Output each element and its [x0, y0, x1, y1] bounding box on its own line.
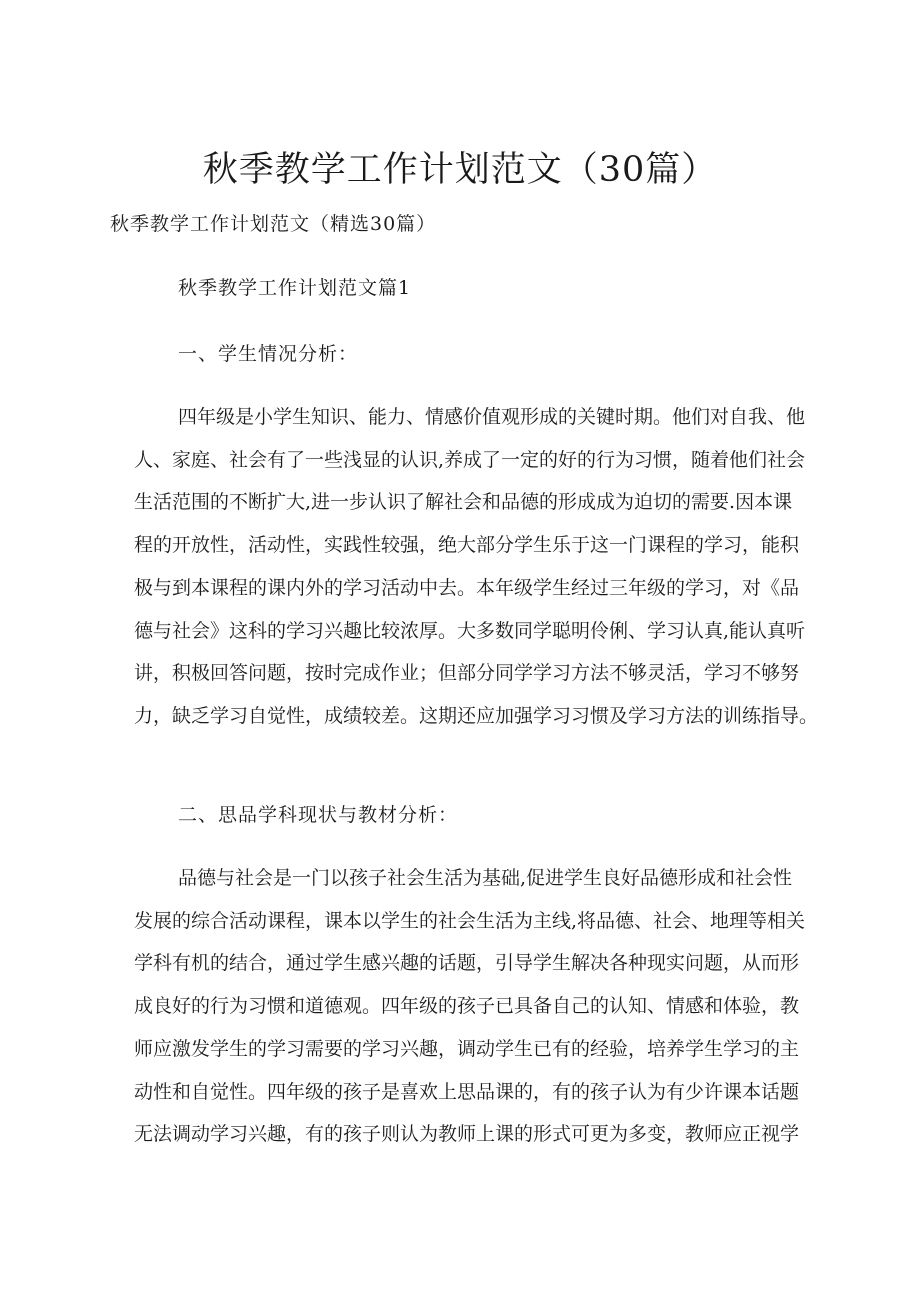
paragraph-line: 发展的综合活动课程，课本以学生的社会生活为主线,将品德、社会、地理等相关	[134, 909, 806, 932]
paragraph-line: 学科有机的结合，通过学生感兴趣的话题，引导学生解决各种现实问题，从而形	[134, 952, 800, 975]
paragraph-student-analysis	[134, 396, 819, 738]
paragraph-line: 师应激发学生的学习需要的学习兴趣，调动学生已有的经验，培养学生学习的主	[134, 1037, 800, 1060]
document-subtitle: 秋季教学工作计划范文（精选30篇）	[110, 213, 437, 235]
paragraph-line: 生活范围的不断扩大,进一步认识了解社会和品德的形成成为迫切的需要.因本课	[134, 491, 793, 514]
paragraph-line: 极与到本课程的课内外的学习活动中去。本年级学生经过三年级的学习，对《品	[134, 576, 800, 599]
heading-student-analysis: 一、学生情况分析：	[178, 343, 359, 365]
heading-subject-analysis: 二、思品学科现状与教材分析：	[178, 804, 459, 826]
paragraph-line: 讲，积极回答问题，按时完成作业；但部分同学学习方法不够灵活，学习不够努	[134, 662, 800, 685]
paragraph-line: 力，缺乏学习自觉性，成绩较差。这期还应加强学习习惯及学习方法的训练指导。	[134, 704, 819, 727]
paragraph-line: 程的开放性，活动性，实践性较强，绝大部分学生乐于这一门课程的学习，能积	[134, 534, 800, 557]
paragraph-subject-analysis	[134, 857, 806, 1156]
paragraph-line: 动性和自觉性。四年级的孩子是喜欢上思品课的，有的孩子认为有少许课本话题	[134, 1080, 800, 1103]
section-title: 秋季教学工作计划范文篇1	[178, 277, 412, 299]
document-title: 秋季教学工作计划范文（30篇）	[202, 150, 718, 190]
paragraph-line: 品德与社会是一门以孩子社会生活为基础,促进学生良好品德形成和社会性	[178, 867, 793, 889]
paragraph-line: 德与社会》这科的学习兴趣比较浓厚。大多数同学聪明伶俐、学习认真,能认真听	[134, 619, 806, 642]
paragraph-line: 成良好的行为习惯和道德观。四年级的孩子已具备自己的认知、情感和体验，教	[134, 995, 800, 1018]
paragraph-line: 无法调动学习兴趣，有的孩子则认为教师上课的形式可更为多变，教师应正视学	[134, 1123, 800, 1146]
paragraph-line: 四年级是小学生知识、能力、情感价值观形成的关键时期。他们对自我、他	[178, 406, 806, 428]
paragraph-line: 人、家庭、社会有了一些浅显的认识,养成了一定的好的行为习惯，随着他们社会	[134, 448, 806, 471]
